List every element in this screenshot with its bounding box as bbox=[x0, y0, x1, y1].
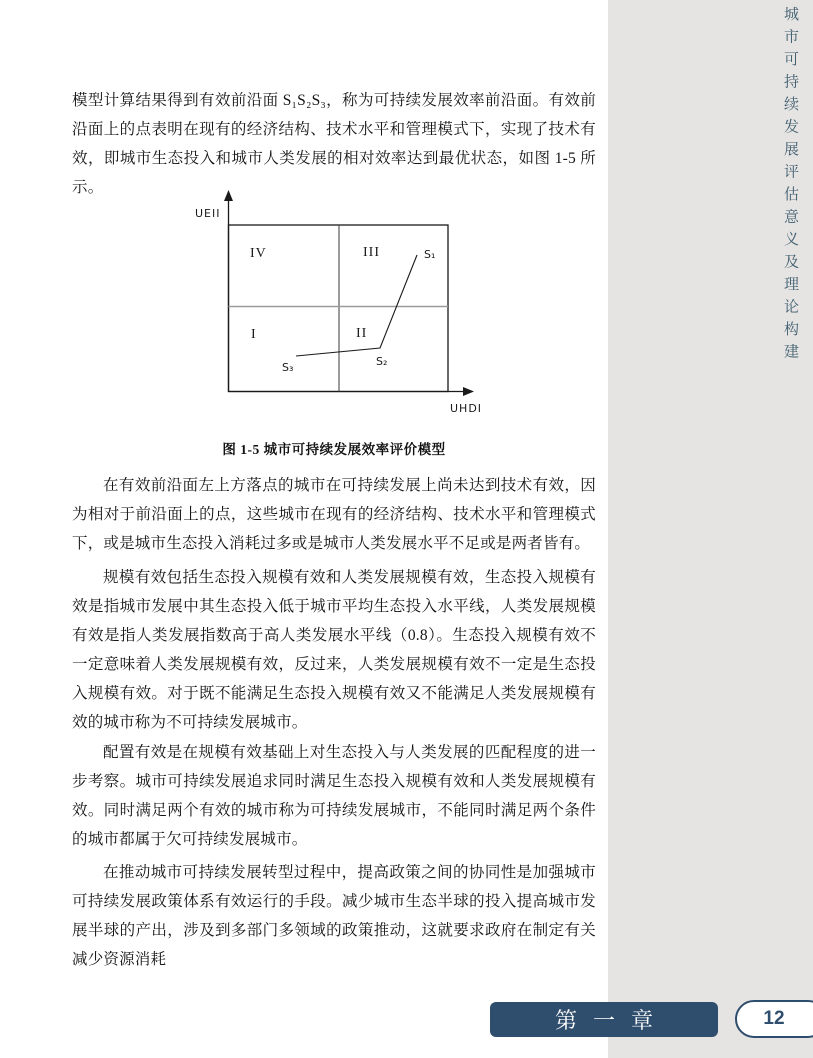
y-axis-label: UEII bbox=[195, 207, 221, 220]
point-label-s2: S₂ bbox=[376, 355, 388, 368]
figure-diagram bbox=[180, 188, 500, 423]
sidebar-chapter-title: 城市可持续发展评估意义及理论构建 bbox=[782, 6, 799, 366]
chapter-badge: 第一章 bbox=[490, 1002, 718, 1037]
body-paragraph-2: 在有效前沿面左上方落点的城市在可持续发展上尚未达到技术有效，因为相对于前沿面上的点，这些城市在现有的经济结构、技术水平和管理模式下，或是城市生态投入消耗过多或是城市人类发展水平不足或是两者皆有。 bbox=[72, 477, 596, 552]
page-number: 12 bbox=[763, 1008, 785, 1029]
quadrant-label-iv: IV bbox=[250, 246, 267, 261]
y-axis-arrow-icon bbox=[224, 190, 233, 201]
x-axis-label: UHDI bbox=[450, 402, 483, 415]
x-axis-arrow-icon bbox=[463, 387, 474, 396]
point-label-s3: S₃ bbox=[282, 361, 294, 374]
page-number-badge bbox=[735, 1000, 813, 1038]
quadrant-label-iii: III bbox=[363, 245, 380, 260]
figure-caption: 图 1-5 城市可持续发展效率评价模型 bbox=[222, 442, 446, 457]
quadrant-label-ii: II bbox=[356, 326, 368, 341]
quadrant-label-i: I bbox=[251, 327, 257, 342]
point-label-s1: S₁ bbox=[424, 248, 436, 261]
body-paragraph-1: 模型计算结果得到有效前沿面 S₁S₂S₃，称为可持续发展效率前沿面。有效前沿面上的点表明在现有的经济结构、技术水平和管理模式下，实现了技术有效，即城市生态投入和城市人类发展的相对效率达到最优状态，如图 1-5 所示。 bbox=[72, 92, 596, 196]
chapter-sidebar bbox=[608, 0, 813, 1058]
body-paragraph-5: 在推动城市可持续发展转型过程中，提高政策之间的协同性是加强城市可持续发展政策体系有效运行的手段。减少城市生态半球的投入提高城市发展半球的产出，涉及到多部门多领域的政策推动，这就要求政府在制定有关减少资源消耗 bbox=[72, 864, 596, 968]
body-paragraph-3: 规模有效包括生态投入规模有效和人类发展规模有效，生态投入规模有效是指城市发展中其生态投入低于城市平均生态投入水平线，人类发展规模有效是指人类发展指数高于高人类发展水平线（0.8）。生态投入规模有效不一定意味着人类发展规模有效，反过来，人类发展规模有效不一定是生态投入规模有效。对于既不能满足生态投入规模有效又不能满足人类发展规模有效的城市称为不可持续发展城市。 bbox=[72, 569, 596, 731]
body-paragraph-4: 配置有效是在规模有效基础上对生态投入与人类发展的匹配程度的进一步考察。城市可持续发展追求同时满足生态投入规模有效和人类发展规模有效。同时满足两个有效的城市称为可持续发展城市，不能同时满足两个条件的城市都属于欠可持续发展城市。 bbox=[72, 744, 596, 848]
